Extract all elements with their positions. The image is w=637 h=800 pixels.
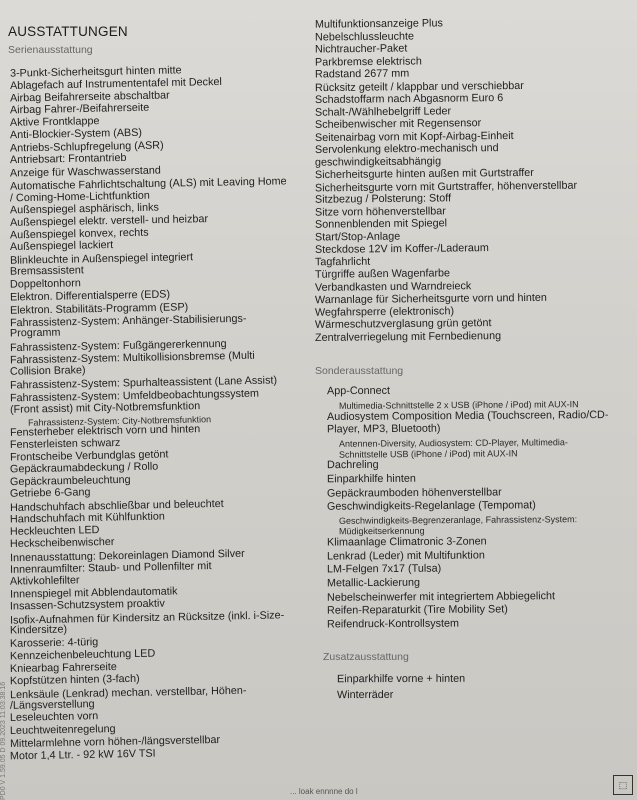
equipment-item: Steckdose 12V im Koffer-/Laderaum	[314, 242, 489, 256]
equipment-item: App-Connect	[326, 384, 391, 398]
equipment-item: Nebelschlussleuchte	[314, 29, 415, 44]
equipment-item: Einparkhilfe vorne + hinten	[336, 673, 466, 686]
equipment-item: Nichtraucher-Paket	[314, 42, 408, 56]
equipment-item: Heckleuchten LED	[9, 523, 100, 538]
equipment-item: Airbag Fahrer-/Beifahrerseite	[9, 102, 150, 117]
equipment-item: (Front assist) mit City-Notbremsfunktion	[9, 400, 201, 416]
equipment-item: Aktive Frontklappe	[9, 114, 100, 129]
equipment-item: Start/Stop-Anlage	[314, 230, 401, 243]
equipment-item: Karosserie: 4-türig	[9, 635, 99, 650]
equipment-item: Automatische Fahrlichtschaltung (ALS) mit Leaving Home	[9, 175, 287, 193]
equipment-item: Fahrassistenz-System: Multikollisionsbremse (Multi	[9, 349, 255, 367]
footer-fragment: ... loak ennnne do l	[290, 787, 358, 796]
equipment-item: Elektron. Stabilitäts-Programm (ESP)	[9, 300, 189, 317]
equipment-item: Innenausstattung: Dekoreinlagen Diamond Silver	[9, 547, 245, 564]
equipment-item: Insassen-Schutzsystem proaktiv	[9, 597, 165, 613]
equipment-item: Warnanlage für Sicherheitsgurte vorn und hinten	[314, 291, 547, 307]
equipment-item: Multimedia-Schnittstelle 2 x USB (iPhone / iPod) mit AUX-IN	[338, 398, 579, 411]
equipment-item: Collision Brake)	[9, 364, 86, 378]
equipment-item: Scheibenwischer mit Regensensor	[314, 117, 482, 131]
equipment-item: Sicherheitsgurte vorn mit Gurtstraffer, höhenverstellbar	[314, 179, 578, 194]
equipment-item: Sicherheitsgurte hinten außen mit Gurtstraffer	[314, 166, 534, 182]
equipment-item: Anzeige für Waschwasserstand	[9, 164, 161, 180]
equipment-item: Schnittstelle USB (iPhone / iPod) mit AUX-IN	[338, 448, 518, 460]
equipment-item: Fahrassistenz-System: Anhänger-Stabilisierungs-	[9, 312, 247, 330]
equipment-item: Airbag Beifahrerseite abschaltbar	[9, 89, 170, 105]
equipment-item: Leseleuchten vorn	[9, 710, 99, 725]
equipment-item: Zentralverriegelung mit Fernbedienung	[314, 329, 502, 344]
equipment-item: Anti-Blockier-System (ABS)	[9, 126, 143, 142]
equipment-item: Schalt-/Wählhebelgriff Leder	[314, 104, 452, 119]
equipment-item: Kniearbag Fahrerseite	[9, 660, 117, 675]
equipment-item: Motor 1,4 Ltr. - 92 kW 16V TSI	[9, 747, 156, 763]
equipment-item: Antriebsart: Frontantrieb	[9, 152, 127, 167]
equipment-item: Dachreling	[326, 459, 379, 472]
equipment-item: Müdigkeitserkennung	[338, 525, 425, 537]
equipment-item: Gepäckraumboden höhenverstellbar	[326, 485, 502, 500]
equipment-item: Multifunktionsanzeige Plus	[314, 17, 443, 31]
equipment-item: Sonnenblenden mit Spiegel	[314, 217, 448, 231]
equipment-item: Doppeltonhorn	[9, 276, 81, 291]
equipment-item: / Coming-Home-Lichtfunktion	[9, 189, 150, 204]
section-serienausstattung: Serienausstattung	[8, 44, 93, 56]
equipment-item: Heckscheibenwischer	[9, 536, 115, 551]
equipment-item: Geschwindigkeits-Begrenzeranlage, Fahrassistenz-System:	[338, 513, 578, 526]
equipment-item: Fahrassistenz-System: Fußgängererkennung	[9, 337, 227, 354]
equipment-item: Kennzeichenbeleuchtung LED	[9, 647, 156, 663]
equipment-item: Leuchtweitenregelung	[9, 722, 116, 737]
equipment-item: Getriebe 6-Gang	[9, 486, 91, 501]
equipment-item: Fahrassistenz-System: City-Notbremsfunktion	[27, 413, 212, 428]
equipment-item: Frontscheibe Verbundglas getönt	[9, 448, 169, 464]
equipment-item: Handschuhfach mit Kühlfunktion	[9, 510, 165, 526]
section-zusatzausstattung: Zusatzausstattung	[323, 651, 409, 664]
equipment-item: Kindersitze)	[9, 623, 68, 637]
equipment-item: Außenspiegel lackiert	[9, 239, 114, 254]
equipment-item: Innenspiegel mit Abblendautomatik	[9, 585, 178, 601]
equipment-item: /Längsverstellung	[9, 698, 95, 712]
equipment-item: Reifen-Reparaturkit (Tire Mobility Set)	[326, 603, 508, 617]
page-title: AUSSTATTUNGEN	[8, 24, 128, 39]
equipment-item: Tagfahrlicht	[314, 255, 371, 268]
equipment-item: Klimaanlage Climatronic 3-Zonen	[326, 535, 487, 549]
equipment-item: geschwindigkeitsabhängig	[314, 154, 442, 169]
equipment-item: LM-Felgen 7x17 (Tulsa)	[326, 562, 442, 576]
equipment-item: Servolenkung elektro-mechanisch und	[314, 142, 499, 156]
equipment-item: Fahrassistenz-System: Spurhalteassistent (Lane Assist)	[9, 374, 278, 392]
equipment-item: Blinkleuchte in Außenspiegel integriert	[9, 250, 194, 267]
equipment-item: Lenksäule (Lenkrad) mechan. verstellbar, Höhen-	[9, 684, 247, 701]
equipment-item: Metallic-Lackierung	[326, 576, 421, 590]
equipment-item: Handschuhfach abschließbar und beleuchtet	[9, 497, 224, 514]
equipment-item: Programm	[9, 326, 61, 340]
equipment-item: Sitze vorn höhenverstellbar	[314, 204, 446, 219]
equipment-item: Innenraumfilter: Staub- und Pollenfilter mit	[9, 560, 212, 576]
equipment-item: Gepäckraumabdeckung / Rollo	[9, 461, 159, 476]
equipment-item: Reifendruck-Kontrollsystem	[326, 617, 460, 631]
equipment-item: Audiosystem Composition Media (Touchscreen, Radio/CD-	[326, 408, 609, 423]
equipment-item: Winterräder	[336, 689, 394, 702]
equipment-item: Sitzbezug / Polsterung: Stoff	[314, 192, 452, 206]
equipment-item: Bremsassistent	[9, 264, 84, 278]
equipment-item: Kopfstützen hinten (3-fach)	[9, 672, 140, 688]
equipment-item: Mittelarmlehne vorn höhen-/längsverstellbar	[9, 734, 221, 751]
equipment-item: Aktivkohlefilter	[9, 573, 80, 588]
equipment-item: Türgriffe außen Wagenfarbe	[314, 267, 451, 281]
equipment-item: Fensterheber elektrisch vorn und hinten	[9, 423, 201, 439]
equipment-item: 3-Punkt-Sicherheitsgurt hinten mitte	[9, 64, 182, 80]
equipment-item: Antennen-Diversity, Audiosystem: CD-Player, Multimedia-	[338, 437, 568, 449]
section-sonderausstattung: Sonderausstattung	[315, 365, 404, 377]
equipment-item: Verbandkasten und Warndreieck	[314, 279, 472, 294]
equipment-item: Außenspiegel elektr. verstell- und heizbar	[9, 213, 209, 230]
equipment-item: Wärmeschutzverglasung grün getönt	[314, 317, 492, 331]
equipment-item: Gepäckraumbeleuchtung	[9, 473, 131, 489]
equipment-item: Antriebs-Schlupfregelung (ASR)	[9, 139, 164, 155]
equipment-item: Außenspiegel konvex, rechts	[9, 226, 149, 242]
equipment-item: Elektron. Differentialsperre (EDS)	[9, 288, 171, 304]
equipment-item: Wegfahrsperre (elektronisch)	[314, 304, 455, 319]
equipment-item: Schadstoffarm nach Abgasnorm Euro 6	[314, 92, 504, 106]
equipment-item: Isofix-Aufnahmen für Kindersitz an Rücksitze (inkl. i-Size-	[9, 609, 285, 627]
equipment-item: Fensterleisten schwarz	[9, 436, 121, 451]
equipment-item: Ablagefach auf Instrumententafel mit Deckel	[9, 76, 222, 93]
side-print-code: PD0 V 1.59.05 D 09.2023 11:03:38:16	[0, 681, 7, 800]
equipment-item: Geschwindigkeits-Regelanlage (Tempomat)	[326, 499, 536, 513]
equipment-item: Außenspiegel asphärisch, links	[9, 201, 159, 217]
equipment-item: Lenkrad (Leder) mit Multifunktion	[326, 549, 485, 563]
equipment-item: Fahrassistenz-System: Umfeldbeobachtungssystem	[9, 387, 260, 405]
equipment-item: Radstand 2677 mm	[314, 67, 410, 81]
equipment-item: Parkbremse elektrisch	[314, 54, 422, 69]
equipment-item: Rücksitz geteilt / klappbar und verschiebbar	[314, 79, 524, 94]
corner-stamp-icon: ⬚	[613, 775, 633, 795]
equipment-item: Nebelscheinwerfer mit integriertem Abbiegelicht	[326, 589, 556, 604]
equipment-item: Seitenairbag vorn mit Kopf-Airbag-Einheit	[314, 129, 514, 144]
equipment-item: Einparkhilfe hinten	[326, 472, 416, 486]
equipment-item: Player, MP3, Bluetooth)	[326, 422, 441, 436]
